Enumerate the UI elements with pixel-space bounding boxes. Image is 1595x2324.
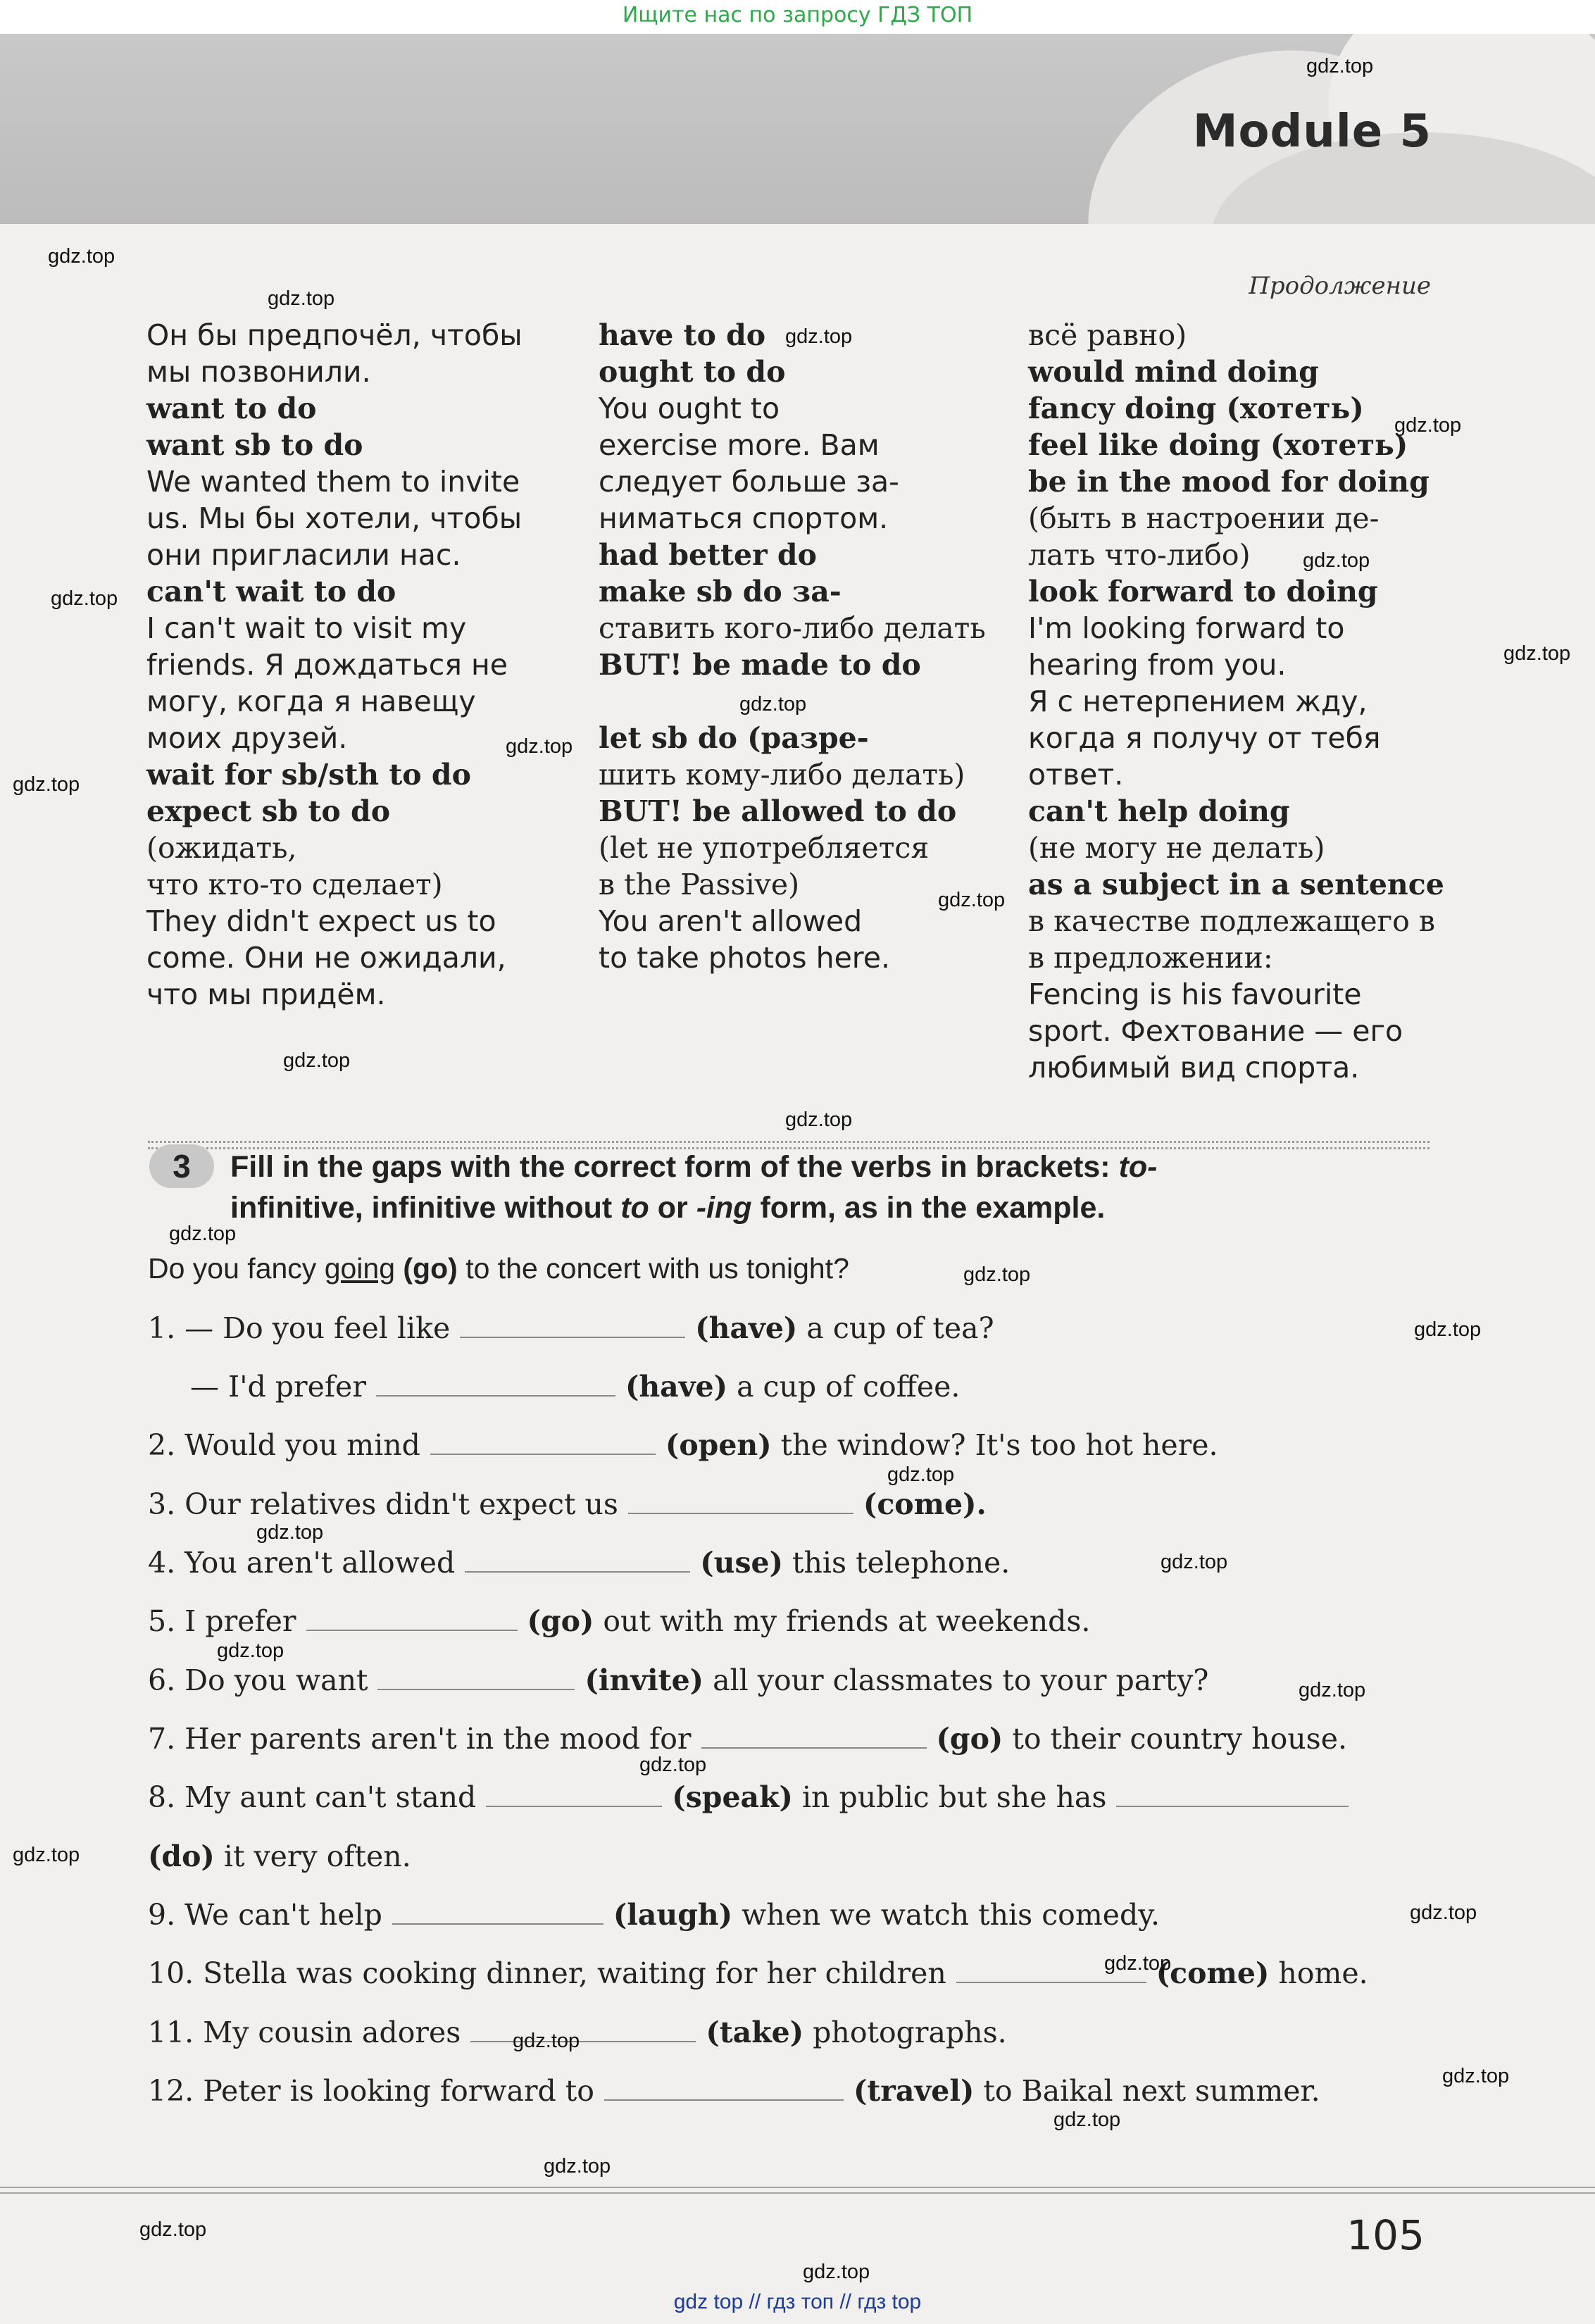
reference-line: look forward to doing [1028, 575, 1378, 608]
exercise-item-text: 12. Peter is looking forward to [148, 2074, 594, 2108]
reference-line: всё равно) [1028, 318, 1187, 352]
reference-line: они пригласили нас. [146, 538, 461, 572]
reference-line: Fencing is his favourite [1028, 977, 1362, 1011]
reference-line: can't help doing [1028, 794, 1290, 828]
exercise-item [148, 2074, 1320, 2108]
watermark: gdz.top [639, 1754, 707, 1776]
exercise-item-text: — I'd prefer [190, 1370, 366, 1404]
watermark: gdz.top [803, 2261, 870, 2283]
reference-line: We wanted them to invite [146, 465, 520, 499]
watermark: gdz.top [1161, 1551, 1228, 1573]
reference-line: шить кому-либо делать) [599, 758, 965, 792]
reference-line: ответ. [1028, 758, 1124, 792]
verb-in-brackets: (come) [1156, 1956, 1270, 1990]
exercise-item-text: 9. We can't help [148, 1898, 382, 1932]
reference-line: sport. Фехтование — его [1028, 1014, 1403, 1048]
reference-line: as a subject in a sentence [1028, 868, 1444, 901]
verb-in-brackets: (do) [148, 1839, 215, 1873]
watermark: gdz.top [283, 1049, 351, 1072]
reference-line: feel like doing (хотеть) [1028, 428, 1408, 462]
exercise-item-text: 1. — Do you feel like [148, 1311, 451, 1345]
answer-gap[interactable] [377, 1668, 575, 1690]
reference-line: exercise more. Вам [599, 428, 880, 462]
exercise-item [148, 1311, 994, 1345]
verb-in-brackets: (travel) [853, 2074, 975, 2108]
reference-line: expect sb to do [146, 794, 391, 828]
exercise-item-text: 8. My aunt can't stand [148, 1780, 477, 1814]
answer-gap[interactable] [604, 2078, 844, 2101]
verb-in-brackets: (laugh) [613, 1898, 733, 1932]
verb-in-brackets: (invite) [584, 1663, 704, 1697]
exercise-example: Do you fancy going (go) to the concert with us tonight? [148, 1252, 849, 1285]
reference-line: had better do [599, 538, 817, 572]
exercise-item-text: photographs. [803, 2016, 1007, 2049]
answer-gap[interactable] [376, 1374, 615, 1397]
reference-line: лать что-либо) [1028, 538, 1251, 572]
reference-line: когда я получу от тебя [1028, 721, 1381, 755]
watermark: gdz.top [1414, 1318, 1482, 1341]
verb-in-brackets: (take) [706, 2016, 804, 2049]
watermark: gdz.top [1104, 1952, 1172, 1975]
exercise-item-text: 5. I prefer [148, 1604, 296, 1638]
watermark: gdz.top [513, 2030, 580, 2052]
exercise-item-text: a cup of tea? [797, 1311, 994, 1345]
exercise-item [148, 1780, 1358, 1814]
watermark: gdz.top [785, 325, 853, 348]
reference-column-1 [146, 317, 569, 1013]
reference-line: You ought to [599, 392, 780, 425]
reference-line: мы позвонили. [146, 355, 371, 389]
answer-gap[interactable] [1116, 1785, 1349, 1807]
watermark: gdz.top [13, 773, 80, 796]
exercise-item-text: 10. Stella was cooking dinner, waiting for her children [148, 1956, 946, 1990]
reference-line: You aren't allowed [599, 904, 863, 938]
reference-line: (не могу не делать) [1028, 831, 1325, 865]
watermark: gdz.top [217, 1639, 284, 1662]
reference-line: (let не употребляется [599, 831, 930, 865]
exercise-item-text: the window? It's too hot here. [771, 1428, 1218, 1462]
reference-line: want to do [146, 392, 317, 425]
watermark: gdz.top [1303, 549, 1370, 572]
reference-line: Он бы предпочёл, чтобы [146, 318, 523, 352]
watermark: gdz.top [169, 1223, 237, 1245]
reference-line: They didn't expect us to [146, 904, 496, 938]
reference-line: (ожидать, [146, 831, 297, 865]
reference-line: что кто-то сделает) [146, 868, 443, 901]
reference-column-2 [599, 317, 1007, 976]
exercise-item-text: 11. My cousin adores [148, 2016, 461, 2049]
reference-line: be in the mood for doing [1028, 465, 1430, 499]
exercise-item [148, 1663, 1208, 1697]
answer-gap[interactable] [460, 1316, 685, 1338]
reference-line: в предложении: [1028, 941, 1273, 975]
exercise-item-text: 3. Our relatives didn't expect us [148, 1487, 618, 1521]
reference-line: I'm looking forward to [1028, 611, 1345, 645]
exercise-item [148, 1604, 1090, 1638]
answer-gap[interactable] [486, 1785, 662, 1807]
exercise-item [148, 1722, 1347, 1756]
verb-in-brackets: (go) [936, 1722, 1003, 1756]
reference-line: BUT! be made to do [599, 648, 921, 682]
watermark: gdz.top [48, 245, 115, 268]
watermark: gdz.top [544, 2155, 611, 2178]
reference-line: могу, когда я навещу [146, 685, 476, 718]
reference-line: в the Passive) [599, 868, 800, 901]
reference-line: ought to do [599, 355, 786, 389]
reference-line: us. Мы бы хотели, чтобы [146, 501, 523, 535]
reference-line: в качестве подлежащего в [1028, 904, 1435, 938]
reference-line: моих друзей. [146, 721, 348, 755]
exercise-item [148, 1956, 1368, 1990]
watermark: gdz.top [256, 1521, 324, 1544]
exercise-item [148, 1487, 987, 1521]
watermark: gdz.top [1306, 55, 1374, 77]
exercise-item-text: this telephone. [783, 1546, 1011, 1580]
watermark: gdz.top [268, 287, 335, 310]
reference-line: make sb do за- [599, 575, 842, 608]
watermark: gdz.top [139, 2218, 207, 2241]
answer-gap[interactable] [465, 1550, 690, 1573]
verb-in-brackets: (speak) [672, 1780, 793, 1814]
top-promo-text: Ищите нас по запросу ГДЗ ТОП [0, 0, 1595, 34]
watermark: gdz.top [1394, 414, 1462, 437]
reference-line: wait for sb/sth to do [146, 758, 471, 792]
watermark: gdz.top [785, 1108, 853, 1131]
exercise-item-text: when we watch this comedy. [732, 1898, 1161, 1932]
watermark: gdz.top [1503, 642, 1571, 665]
exercise-item-text: 2. Would you mind [148, 1428, 420, 1462]
reference-column-3 [1028, 317, 1451, 1086]
reference-line: ниматься спортом. [599, 501, 889, 535]
reference-line: I can't wait to visit my [146, 611, 467, 645]
reference-line: come. Они не ожидали, [146, 941, 506, 975]
reference-line: to take photos here. [599, 941, 891, 975]
exercise-item-text: 6. Do you want [148, 1663, 368, 1697]
verb-in-brackets: (use) [700, 1546, 784, 1580]
reference-line: ставить кого-либо делать [599, 611, 986, 645]
watermark: gdz.top [963, 1263, 1031, 1286]
reference-line: would mind doing [1028, 355, 1319, 389]
exercise-item-text: 4. You aren't allowed [148, 1546, 456, 1580]
watermark: gdz.top [938, 889, 1006, 911]
watermark: gdz.top [887, 1463, 955, 1486]
watermark: gdz.top [506, 735, 573, 758]
answer-gap[interactable] [628, 1492, 853, 1514]
exercise-instruction: Fill in the gaps with the correct form of the verbs in brackets: to- infinitive, infinitive without to or -ing form, as in the example. [230, 1150, 1158, 1225]
verb-in-brackets: (have) [695, 1311, 798, 1345]
answer-gap[interactable] [701, 1726, 927, 1749]
answer-gap[interactable] [392, 1902, 603, 1925]
exercise-item-text: a cup of coffee. [727, 1370, 961, 1404]
watermark: gdz.top [51, 587, 118, 610]
watermark: gdz.top [1299, 1679, 1366, 1701]
exercise-item [148, 1839, 411, 1873]
reference-line: следует больше за- [599, 465, 899, 499]
verb-in-brackets: (come). [863, 1487, 987, 1521]
verb-in-brackets: (open) [665, 1428, 772, 1462]
reference-line: have to do [599, 318, 766, 352]
watermark: gdz.top [739, 693, 807, 716]
exercise-item-text: out with my friends at weekends. [594, 1604, 1091, 1638]
reference-line: fancy doing (хотеть) [1028, 392, 1364, 425]
answer-gap[interactable] [470, 2020, 696, 2042]
verb-in-brackets: (have) [625, 1370, 728, 1404]
exercise-item-text: in public but she has [792, 1780, 1107, 1814]
exercise-item-text: 7. Her parents aren't in the mood for [148, 1722, 692, 1756]
watermark: gdz.top [13, 1844, 80, 1866]
reference-line: can't wait to do [146, 575, 396, 608]
watermark: gdz.top [1053, 2109, 1121, 2131]
reference-line: что мы придём. [146, 977, 386, 1011]
exercise-item-text: to Baikal next summer. [974, 2074, 1320, 2108]
answer-gap[interactable] [430, 1432, 656, 1455]
footer-text: gdz top // гдз топ // гдз top [673, 2290, 922, 2313]
exercise-item [148, 1428, 1218, 1462]
verb-in-brackets: (go) [527, 1604, 594, 1638]
reference-line: let sb do (разре- [599, 721, 869, 755]
page-number: 105 [1346, 2211, 1425, 2259]
watermark: gdz.top [1442, 2065, 1510, 2087]
module-title: Module 5 [1192, 106, 1432, 158]
exercise-item-text: home. [1269, 1956, 1368, 1990]
exercise-item [148, 1898, 1160, 1932]
reference-line: friends. Я дождаться не [146, 648, 508, 682]
reference-line: hearing from you. [1028, 648, 1287, 682]
exercise-item [148, 1546, 1010, 1580]
exercise-number: 3 [149, 1144, 214, 1188]
reference-line: любимый вид спорта. [1028, 1051, 1360, 1085]
reference-line: Я с нетерпением жду, [1028, 685, 1368, 718]
exercise-item-text: it very often. [214, 1839, 411, 1873]
exercise-item-text: all your classmates to your party? [703, 1663, 1209, 1697]
exercise-item [190, 1370, 960, 1404]
answer-gap[interactable] [306, 1608, 518, 1631]
reference-line: BUT! be allowed to do [599, 794, 957, 828]
bottom-divider [0, 2187, 1595, 2194]
reference-line: want sb to do [146, 428, 363, 462]
exercise-item-text: to their country house. [1003, 1722, 1348, 1756]
subheading: Продолжение [1249, 272, 1431, 300]
reference-line: (быть в настроении де- [1028, 501, 1380, 535]
watermark: gdz.top [1410, 1901, 1477, 1924]
